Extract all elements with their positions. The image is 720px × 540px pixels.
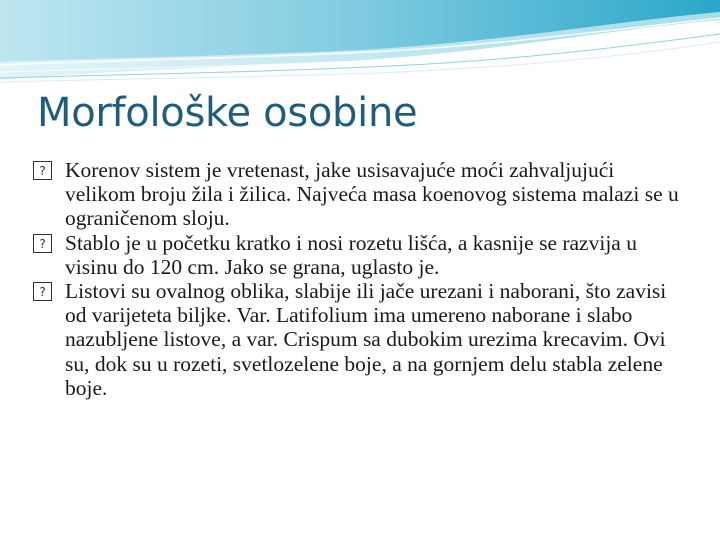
svg-text:?: ? xyxy=(39,236,46,251)
bullet-item xyxy=(32,231,687,279)
svg-text:?: ? xyxy=(39,285,46,300)
bullet-item xyxy=(32,158,687,231)
bullet-icon xyxy=(33,234,52,253)
header-wave-decoration xyxy=(0,0,720,85)
bullet-text: Listovi su ovalnog oblika, slabije ili jače urezani i naborani, što zavisi od varijeteta biljke. Var. Latifolium ima umereno naborane i slabo nazubljene listove, a var. Crispum sa dubokim urezima krecavim. Ovi su, dok su u rozeti, svetlozelene boje, a na gornjem delu stabla zelene boje. xyxy=(65,279,667,400)
bullet-icon xyxy=(33,161,52,180)
svg-text:?: ? xyxy=(39,164,46,178)
bullet-list xyxy=(32,158,687,400)
bullet-item xyxy=(32,279,687,400)
slide-title: Morfološke osobine xyxy=(37,90,418,136)
bullet-icon xyxy=(33,282,52,301)
bullet-text: Stablo je u početku kratko i nosi rozetu lišća, a kasnije se razvija u visinu do 120 cm. Jako se grana, uglasto je. xyxy=(65,230,637,279)
bullet-text: Korenov sistem je vretenast, jake usisavajuće moći zahvaljujući velikom broju žila i žilica. Najveća masa koenovog sistema malazi se u ograničenom sloju. xyxy=(65,158,679,231)
